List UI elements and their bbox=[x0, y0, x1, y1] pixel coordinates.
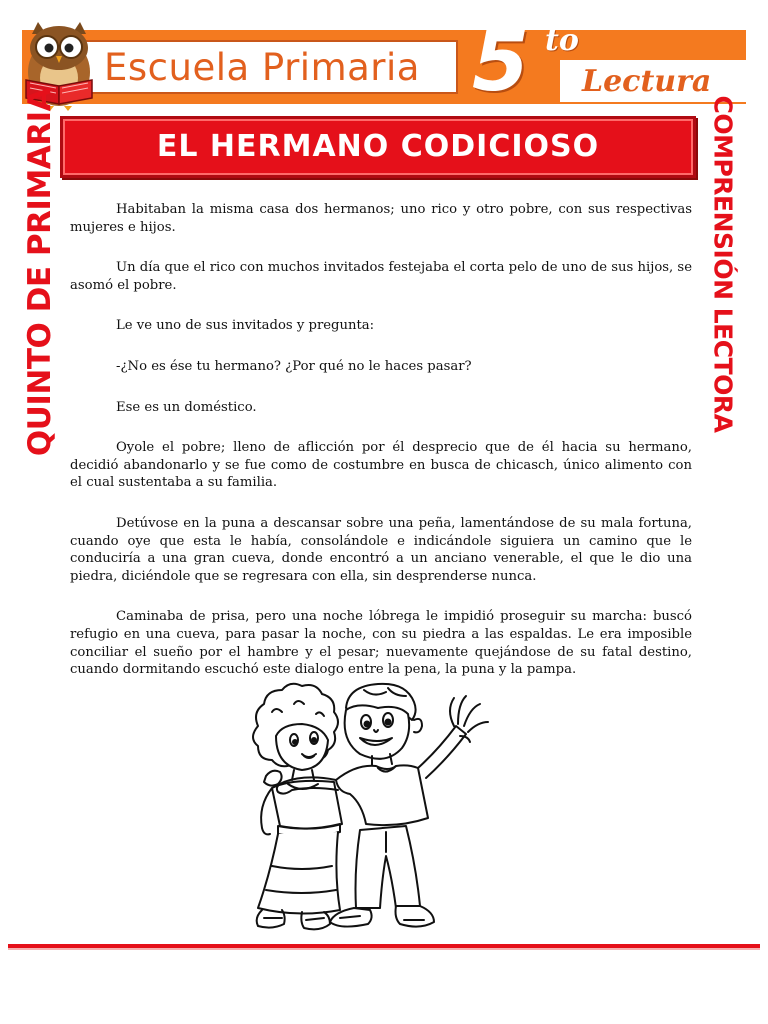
two-children-illustration bbox=[232, 676, 504, 936]
story-paragraph: Detúvose en la puna a descansar sobre una peña, lamentándose de su mala fortuna, cuando oye que esta le había, consolándole e indicándole siguiera un camino que le conduciría a una gran cueva, donde encontró a un anciano venerable, el que le dio una piedra, diciéndole que se regresara con ella, sin desprenderse nunca. bbox=[70, 515, 692, 584]
story-paragraph: Caminaba de prisa, pero una noche lóbrega le impidió proseguir su marcha: buscó refugio en una cueva, para pasar la noche, con su piedra a las espaldas. Le era imposible conciliar el sueño por el hambre y el pesar; nuevamente quejándose de su fatal destino, cuando dormitando escuchó este dialogo entre la pena, la puna y la pampa. bbox=[70, 609, 692, 678]
side-label-right bbox=[702, 95, 744, 433]
activity-type-label: COMPRENSIÓN LECTORA bbox=[708, 95, 738, 433]
school-name: Escuela Primaria bbox=[104, 46, 420, 89]
story-body bbox=[70, 201, 692, 702]
story-paragraph: -¿No es ése tu hermano? ¿Por qué no le haces pasar? bbox=[116, 358, 472, 374]
story-title: EL HERMANO CODICIOSO bbox=[156, 129, 600, 164]
girl-figure bbox=[253, 684, 342, 930]
story-paragraph: Un día que el rico con muchos invitados festejaba el corta pelo de uno de sus hijos, se asomó el pobre. bbox=[70, 260, 692, 293]
story-paragraph: Ese es un doméstico. bbox=[116, 399, 257, 415]
subject-label: Lectura bbox=[582, 64, 712, 99]
story-paragraph: Habitaban la misma casa dos hermanos; uno rico y otro pobre, con sus respectivas mujeres e hijos. bbox=[70, 202, 692, 235]
grade-number: 5 bbox=[472, 15, 530, 110]
grade-suffix: to bbox=[545, 23, 579, 58]
side-label-left bbox=[18, 87, 62, 457]
footer-divider bbox=[8, 944, 760, 950]
grade-level-label: QUINTO DE PRIMARIA bbox=[22, 87, 58, 457]
story-paragraph: Oyole el pobre; lleno de aflicción por él desprecio que de él hacia su hermano, decidió abandonarlo y se fue como de costumbre en busca de chicasch, único alimento con el cual sustentaba a su familia. bbox=[70, 440, 692, 491]
story-paragraph: Le ve uno de sus invitados y pregunta: bbox=[116, 318, 375, 334]
